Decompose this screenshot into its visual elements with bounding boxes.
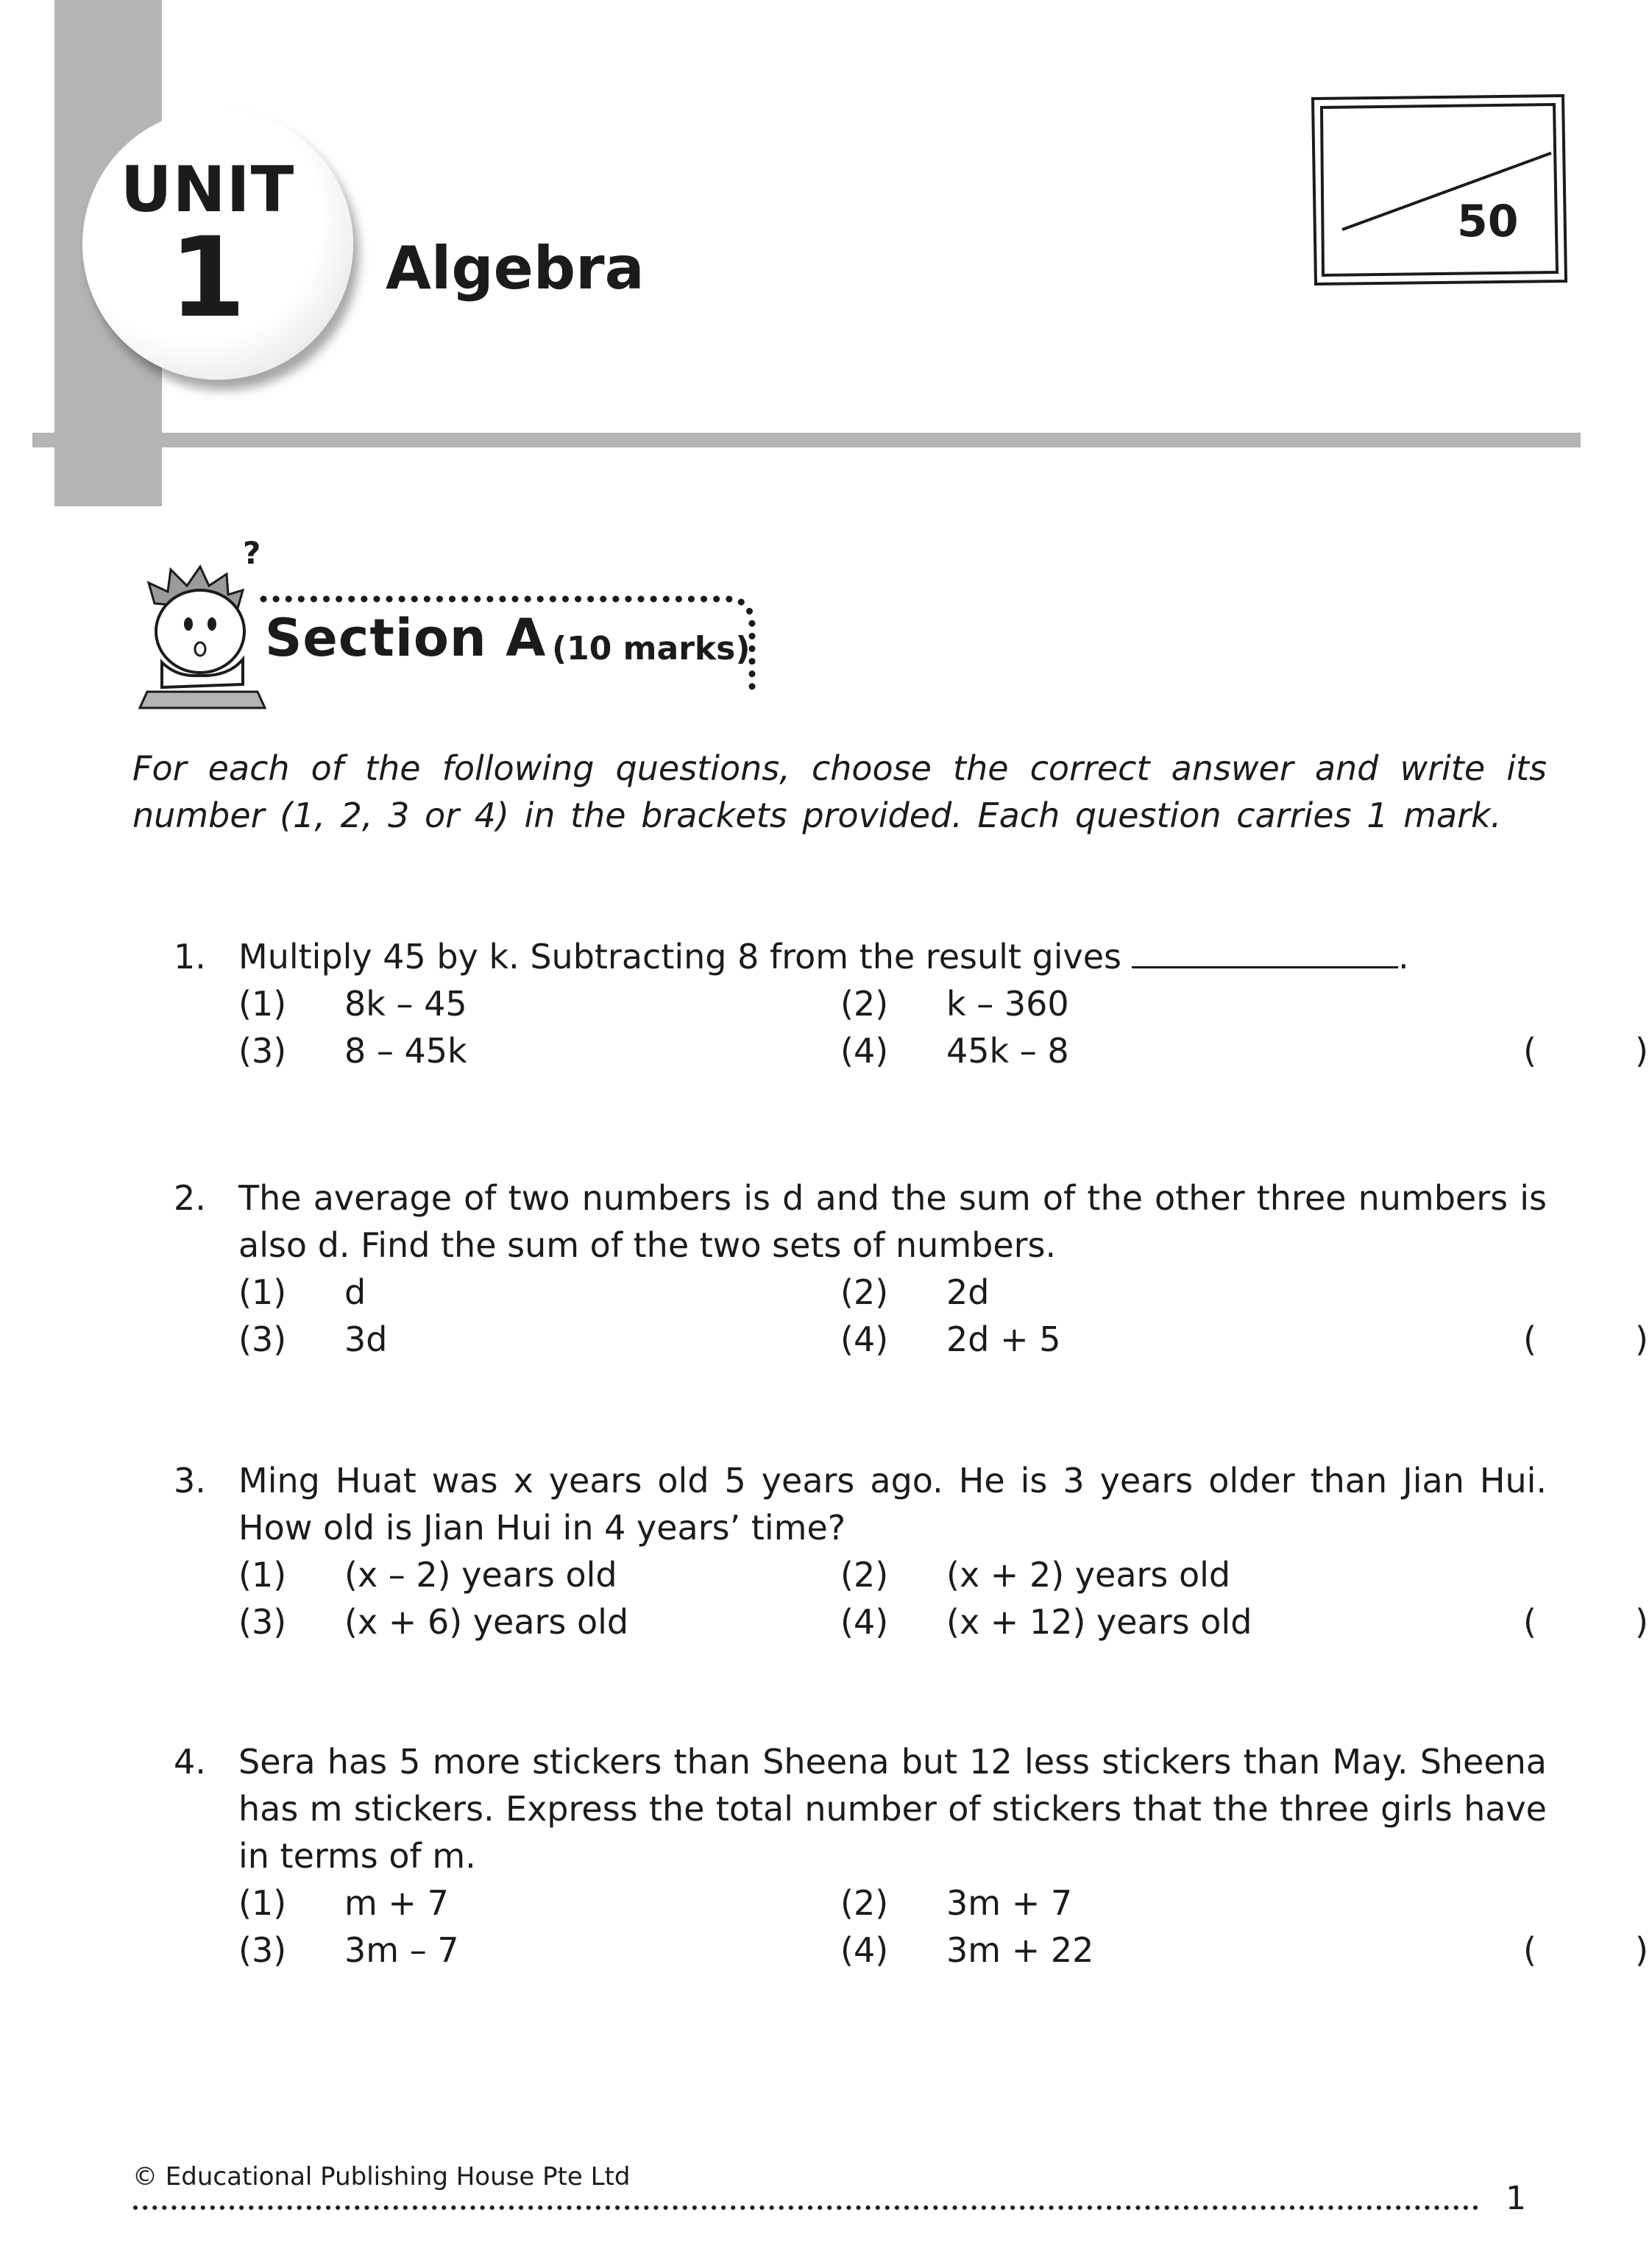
page-title: Algebra bbox=[386, 234, 645, 302]
option-text: m + 7 bbox=[344, 1883, 449, 1923]
option-label: (3) bbox=[238, 1031, 287, 1071]
option-text: 2d + 5 bbox=[946, 1319, 1061, 1359]
score-total: 50 bbox=[1457, 196, 1519, 247]
instructions: For each of the following questions, choose the correct answer and write its number (1, 2, 3 or 4) in the brackets provided. Each question carries 1 mark. bbox=[132, 748, 1547, 835]
question-4 bbox=[132, 1738, 1648, 1974]
question-1 bbox=[132, 933, 1648, 1074]
section-title: Section A bbox=[265, 608, 547, 668]
unit-number: 1 bbox=[169, 214, 247, 342]
answer-bracket-open[interactable]: ( bbox=[1523, 1031, 1536, 1071]
question-number: 1. bbox=[174, 937, 206, 977]
option-text: (x – 2) years old bbox=[344, 1555, 617, 1595]
option-text: 3m – 7 bbox=[344, 1930, 459, 1970]
question-mark-icon: ? bbox=[243, 537, 261, 571]
option-row bbox=[238, 1598, 1648, 1645]
option-label: (2) bbox=[840, 1272, 889, 1312]
option-row bbox=[238, 1551, 1547, 1598]
option-label: (4) bbox=[840, 1930, 889, 1970]
question-stem: Ming Huat was x years old 5 years ago. He is 3 years older than Jian Hui. How old is Jian Hui in 4 years’ time? bbox=[238, 1461, 1547, 1548]
score-divider bbox=[1342, 153, 1551, 230]
question-stem bbox=[238, 933, 1547, 980]
option-text: 8 – 45k bbox=[344, 1031, 467, 1071]
answer-blank bbox=[1132, 937, 1398, 968]
copyright: © Educational Publishing House Pte Ltd bbox=[132, 2162, 631, 2191]
option-label: (1) bbox=[238, 1272, 287, 1312]
option-text: 3d bbox=[344, 1319, 388, 1359]
option-row bbox=[238, 1316, 1648, 1363]
option-text: 45k – 8 bbox=[946, 1031, 1069, 1071]
option-text: k – 360 bbox=[946, 984, 1069, 1024]
option-row bbox=[238, 1027, 1648, 1074]
option-label: (3) bbox=[238, 1930, 287, 1970]
answer-bracket-close[interactable]: ) bbox=[1635, 1930, 1648, 1970]
unit-label: UNIT bbox=[120, 153, 295, 227]
answer-bracket-open[interactable]: ( bbox=[1523, 1930, 1536, 1970]
option-row bbox=[238, 1927, 1648, 1974]
question-3 bbox=[132, 1457, 1648, 1645]
header-rule bbox=[32, 433, 1581, 447]
option-text: 3m + 22 bbox=[946, 1930, 1094, 1970]
question-stem: Sera has 5 more stickers than Sheena but 12 less stickers than May. Sheena has m stickers. Express the total number of stickers that the three girls have in terms of m. bbox=[238, 1742, 1547, 1876]
option-text: (x + 12) years old bbox=[946, 1602, 1252, 1642]
page-number: 1 bbox=[1506, 2180, 1526, 2217]
option-text: d bbox=[344, 1272, 366, 1312]
option-label: (4) bbox=[840, 1319, 889, 1359]
answer-bracket-close[interactable]: ) bbox=[1635, 1319, 1648, 1359]
answer-bracket-open[interactable]: ( bbox=[1523, 1319, 1536, 1359]
option-row bbox=[238, 980, 1547, 1027]
option-label: (1) bbox=[238, 1883, 287, 1923]
option-label: (1) bbox=[238, 1555, 287, 1595]
option-text: (x + 2) years old bbox=[946, 1555, 1231, 1595]
option-text: 3m + 7 bbox=[946, 1883, 1073, 1923]
option-row bbox=[238, 1879, 1547, 1927]
question-2 bbox=[132, 1174, 1648, 1363]
footer-dotted-rule bbox=[132, 2205, 1486, 2211]
option-text: 8k – 45 bbox=[344, 984, 467, 1024]
option-label: (2) bbox=[840, 1883, 889, 1923]
question-number: 4. bbox=[174, 1742, 206, 1782]
question-number: 2. bbox=[174, 1178, 206, 1218]
option-label: (1) bbox=[238, 984, 287, 1024]
option-label: (2) bbox=[840, 1555, 889, 1595]
question-stem-text: Multiply 45 by k. Subtracting 8 from the result gives bbox=[238, 937, 1122, 977]
question-stem: The average of two numbers is d and the sum of the other three numbers is also d. Find the sum of the two sets of numbers. bbox=[238, 1178, 1547, 1265]
option-text: 2d bbox=[946, 1272, 990, 1312]
question-stem-end: . bbox=[1398, 937, 1409, 977]
answer-bracket-open[interactable]: ( bbox=[1523, 1602, 1536, 1642]
answer-bracket-close[interactable]: ) bbox=[1635, 1031, 1648, 1071]
option-text: (x + 6) years old bbox=[344, 1602, 629, 1642]
option-label: (4) bbox=[840, 1031, 889, 1071]
option-label: (3) bbox=[238, 1602, 287, 1642]
option-row bbox=[238, 1269, 1547, 1316]
option-label: (2) bbox=[840, 984, 889, 1024]
option-label: (3) bbox=[238, 1319, 287, 1359]
section-marks: (10 marks) bbox=[552, 630, 751, 667]
answer-bracket-close[interactable]: ) bbox=[1635, 1602, 1648, 1642]
question-number: 3. bbox=[174, 1461, 206, 1500]
score-box bbox=[1308, 93, 1569, 287]
option-label: (4) bbox=[840, 1602, 889, 1642]
